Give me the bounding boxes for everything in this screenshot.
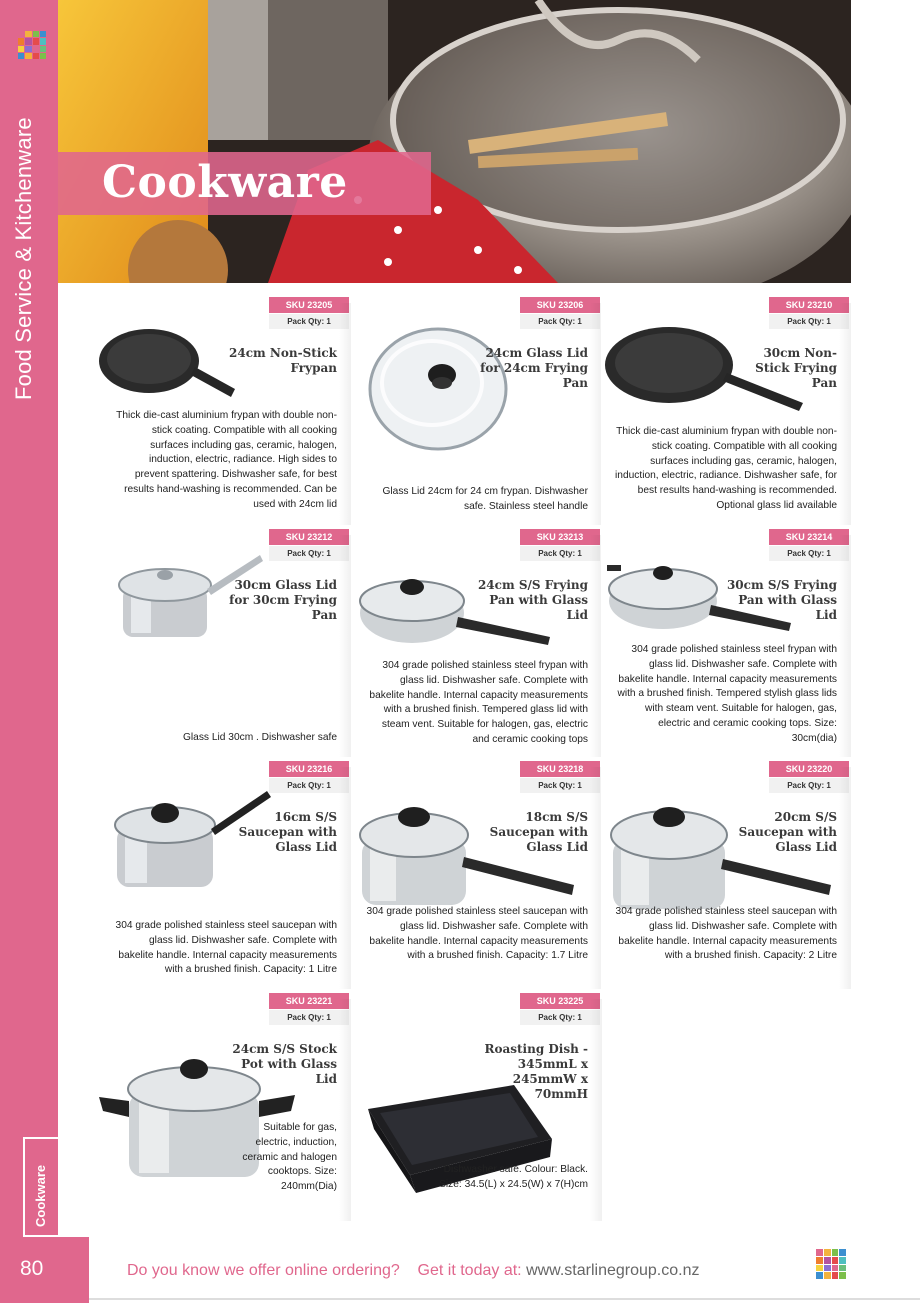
footer-url-link[interactable]: www.starlinegroup.co.nz	[526, 1262, 700, 1279]
product-card[interactable]	[101, 297, 349, 525]
product-card[interactable]	[101, 529, 349, 757]
sku-badge: SKU 23220	[769, 761, 849, 777]
hero-image	[58, 0, 851, 283]
product-name: 24cm S/S Frying Pan with Glass Lid	[477, 578, 588, 622]
product-name: 18cm S/S Saucepan with Glass Lid	[489, 810, 588, 854]
section-tab[interactable]	[23, 1137, 58, 1237]
brand-logo-icon	[18, 31, 46, 59]
brand-logo-icon	[816, 1249, 846, 1279]
product-card[interactable]	[601, 297, 849, 525]
product-name: 30cm S/S Frying Pan with Glass Lid	[726, 578, 837, 622]
pack-qty: Pack Qty: 1	[269, 314, 349, 329]
product-name: 24cm Non-Stick Frypan	[229, 346, 337, 375]
divider	[89, 1298, 920, 1300]
footer-question: Do you know we offer online ordering?	[127, 1262, 400, 1279]
product-name: 20cm S/S Saucepan with Glass Lid	[738, 810, 837, 854]
sidebar-title: Food Service & Kitchenware	[11, 117, 36, 400]
pack-qty: Pack Qty: 1	[769, 778, 849, 793]
product-card[interactable]	[352, 993, 600, 1221]
product-name: 24cm S/S Stock Pot with Glass Lid	[232, 1042, 337, 1086]
page-number-box	[0, 1237, 89, 1303]
pack-qty: Pack Qty: 1	[269, 1010, 349, 1025]
product-card[interactable]	[352, 297, 600, 525]
product-description: 304 grade polished stainless steel saucepan with glass lid. Dishwasher safe. Complete with bakelite handle. Internal capacity measurements with a brushed finish. Capacity: 1.7 Litre	[366, 906, 588, 962]
sku-badge: SKU 23212	[269, 529, 349, 545]
product-name: 30cm Non-Stick Frying Pan	[755, 346, 837, 390]
product-description: Thick die-cast aluminium frypan with double non-stick coating. Compatible with all cooking surfaces including gas, ceramic, halogen, induction, electric, radiance. High sides to prevent spattering. Dishwasher safe, for best results hand-washing is recommended. Can be used with 24cm lid	[116, 410, 337, 510]
pack-qty: Pack Qty: 1	[769, 546, 849, 561]
product-description: Glass Lid 24cm for 24 cm frypan. Dishwasher safe. Stainless steel handle	[382, 486, 588, 512]
product-card[interactable]	[101, 761, 349, 989]
page-title: Cookware	[102, 157, 348, 208]
pack-qty: Pack Qty: 1	[520, 546, 600, 561]
sku-badge: SKU 23213	[520, 529, 600, 545]
product-card[interactable]	[601, 529, 849, 757]
sidebar	[0, 0, 58, 1237]
footer-cta: Get it today at:	[417, 1262, 522, 1279]
section-tab-label: Cookware	[33, 1164, 48, 1227]
sku-badge: SKU 23225	[520, 993, 600, 1009]
product-name: 16cm S/S Saucepan with Glass Lid	[238, 810, 337, 854]
product-name: 30cm Glass Lid for 30cm Frying Pan	[229, 578, 337, 622]
product-description: Glass Lid 30cm . Dishwasher safe	[182, 732, 337, 743]
frypan-icon	[97, 323, 237, 403]
product-name: 24cm Glass Lid for 24cm Frying Pan	[480, 346, 588, 390]
product-card[interactable]	[352, 529, 600, 757]
page-number: 80	[20, 1257, 44, 1280]
sku-badge: SKU 23214	[769, 529, 849, 545]
product-description: 304 grade polished stainless steel saucepan with glass lid. Dishwasher safe. Complete with bakelite handle. Internal capacity measurements with a brushed finish. Capacity: 2 Litre	[615, 906, 837, 962]
product-description: Thick die-cast aluminium frypan with double non-stick coating. Compatible with all cooking surfaces including gas, ceramic, halogen, induction, electric, radiance. Dishwasher safe, for best results hand-washing is recommended. Optional glass lid available	[615, 426, 837, 511]
sku-badge: SKU 23210	[769, 297, 849, 313]
footer-promo	[127, 1262, 699, 1280]
product-description: Suitable for gas, electric, induction, ceramic and halogen cooktops. Size: 240mm(Dia)	[242, 1122, 337, 1193]
sku-badge: SKU 23205	[269, 297, 349, 313]
pack-qty: Pack Qty: 1	[269, 778, 349, 793]
product-card[interactable]	[601, 761, 849, 989]
sku-badge: SKU 23206	[520, 297, 600, 313]
pack-qty: Pack Qty: 1	[520, 1010, 600, 1025]
product-card[interactable]	[352, 761, 600, 989]
sku-badge: SKU 23221	[269, 993, 349, 1009]
pack-qty: Pack Qty: 1	[269, 546, 349, 561]
pack-qty: Pack Qty: 1	[769, 314, 849, 329]
sku-badge: SKU 23218	[520, 761, 600, 777]
product-card[interactable]	[101, 993, 349, 1221]
product-description: 304 grade polished stainless steel frypan with glass lid. Dishwasher safe. Complete with bakelite handle. Internal capacity measurements with a brushed finish. Tempered stylish glass lids with steam vent. Suitable for halogen, gas, electric and ceramic cooking tops. Size: 30cm(dia)	[617, 644, 837, 744]
product-description: 304 grade polished stainless steel saucepan with glass lid. Dishwasher safe. Complete with bakelite handle. Internal capacity measurements with a brushed finish. Capacity: 1 Litre	[115, 920, 337, 976]
sku-badge: SKU 23216	[269, 761, 349, 777]
product-name: Roasting Dish - 345mmL x 245mmW x 70mmH	[484, 1042, 588, 1101]
pack-qty: Pack Qty: 1	[520, 314, 600, 329]
product-description: Dishwasher safe. Colour: Black. Size: 34.5(L) x 24.5(W) x 7(H)cm	[439, 1164, 588, 1190]
product-description: 304 grade polished stainless steel frypan with glass lid. Dishwasher safe. Complete with bakelite handle. Internal capacity measurements with a brushed finish. Tempered glass lid with steam vent. Suitable for halogen, gas, electric and ceramic cooking tops	[369, 660, 588, 745]
pack-qty: Pack Qty: 1	[520, 778, 600, 793]
